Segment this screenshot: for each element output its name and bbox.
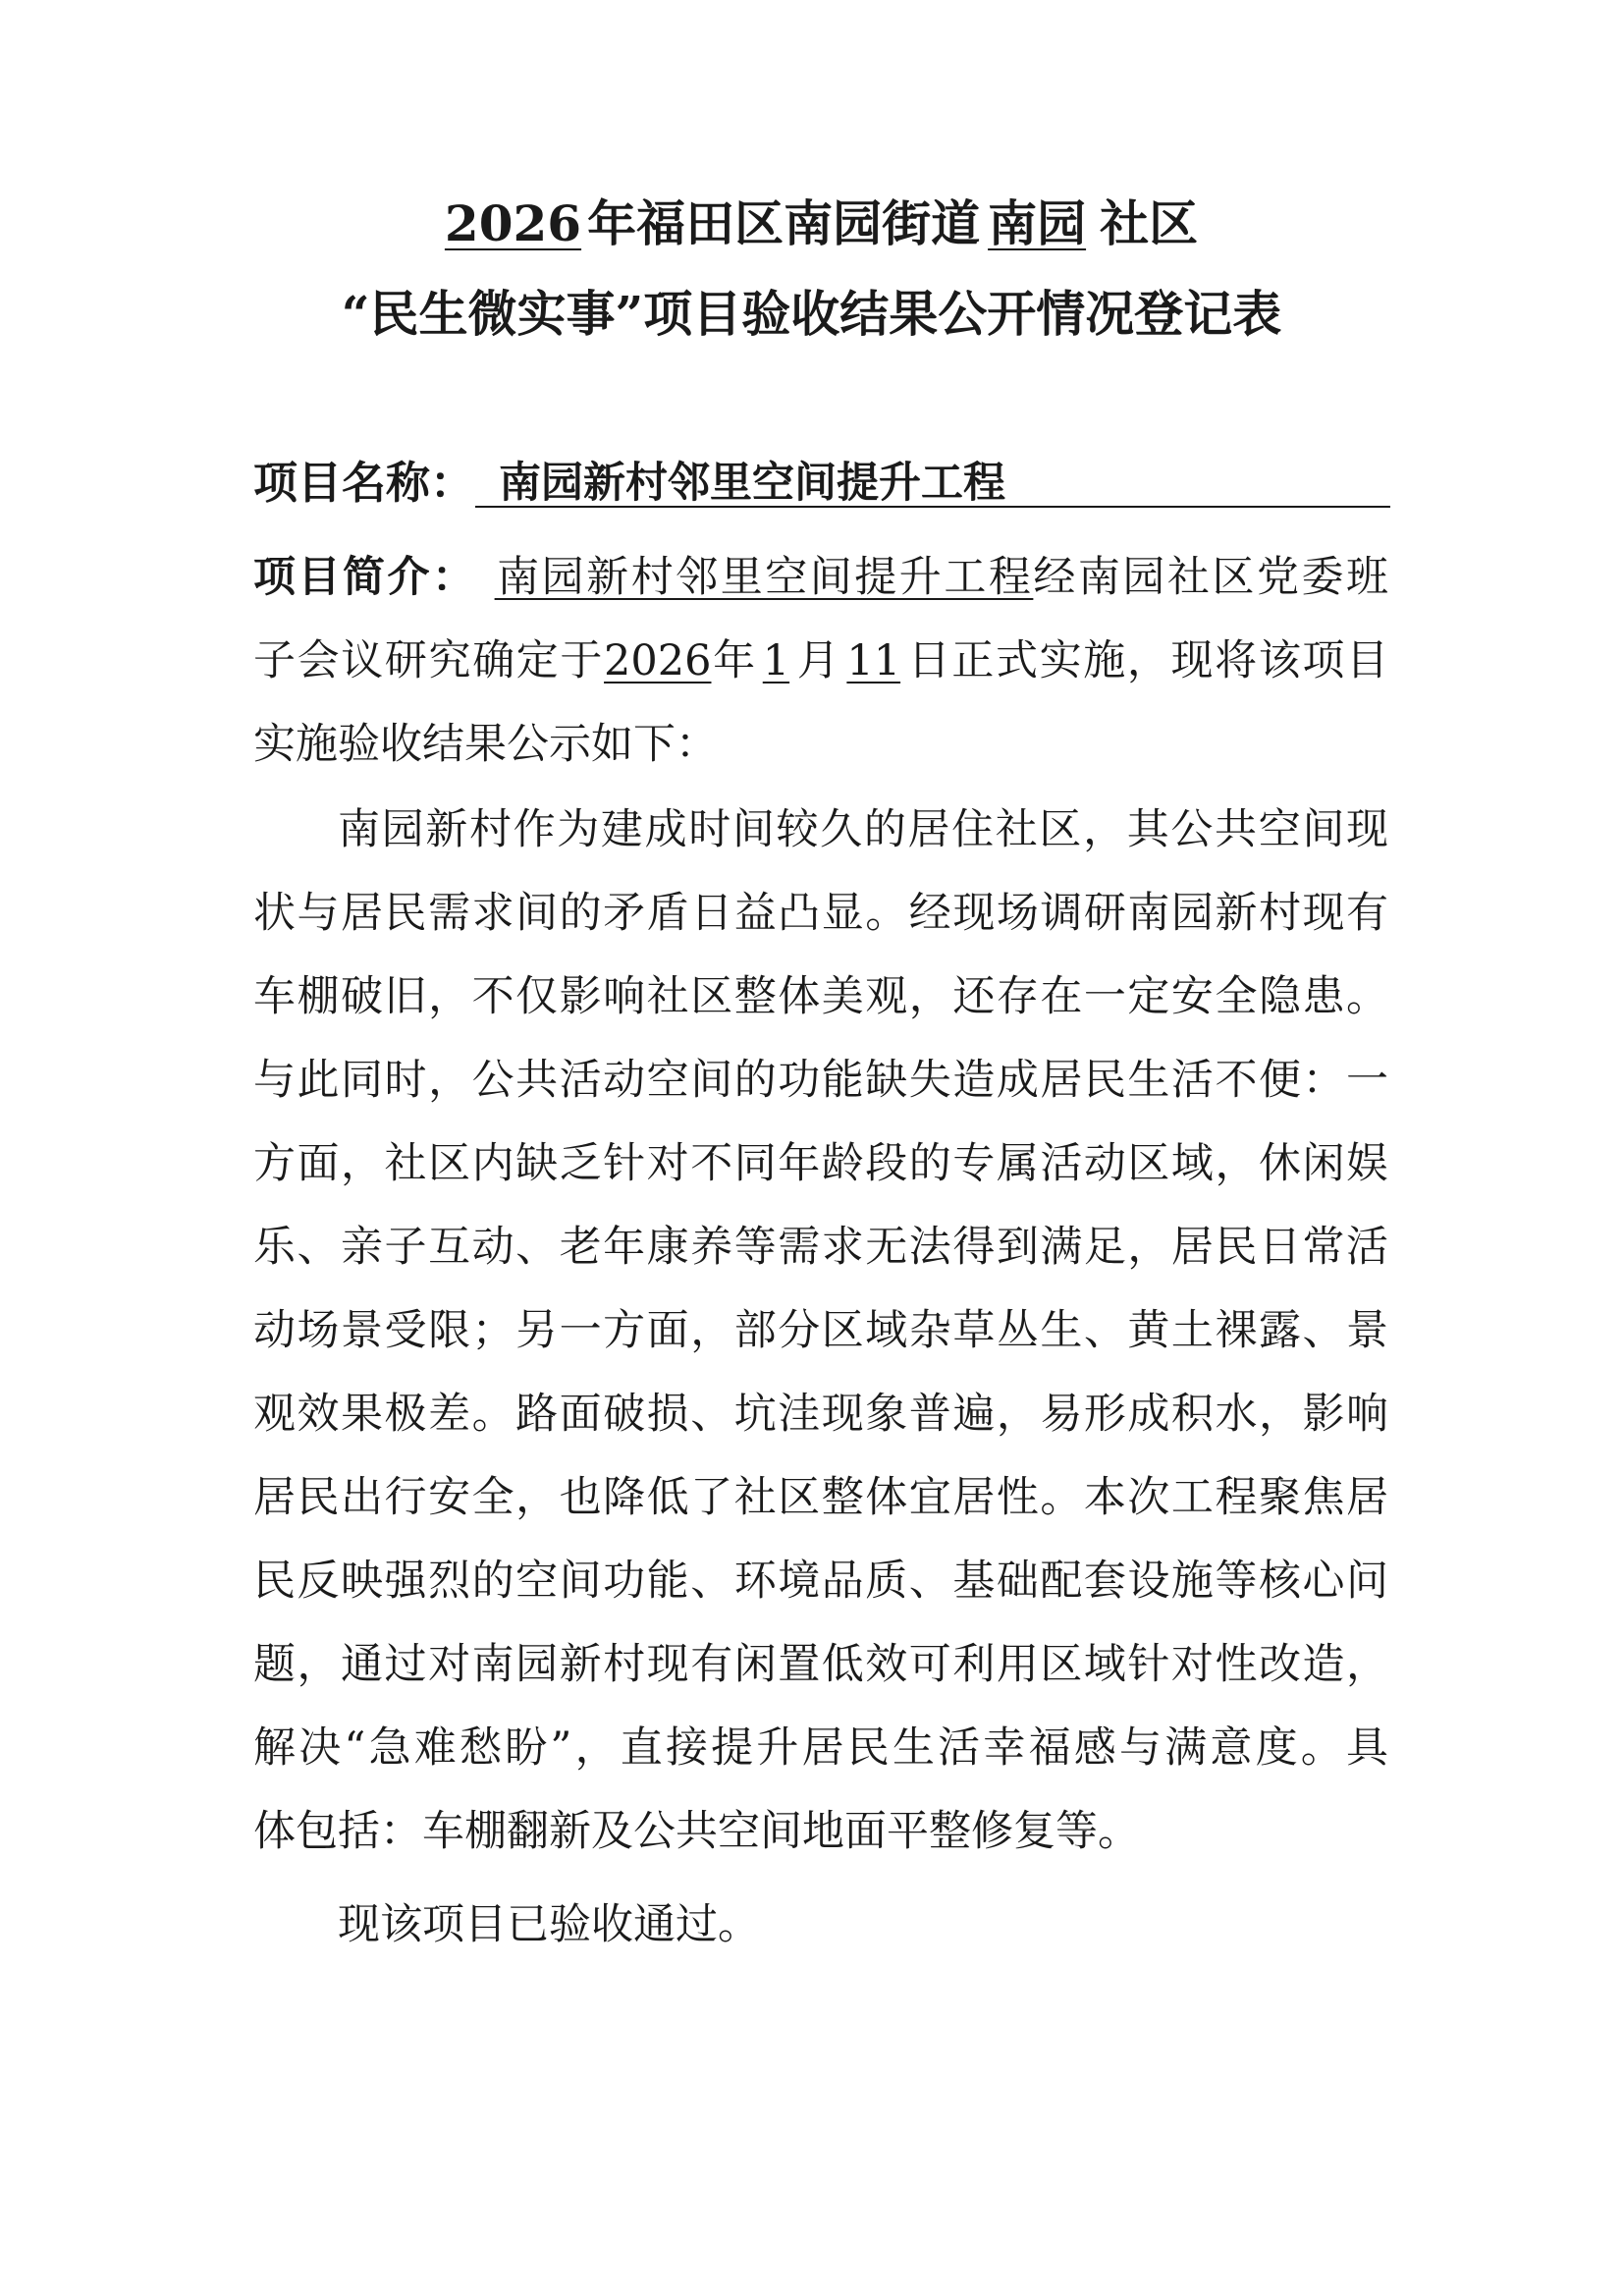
body-line: 状与居民需求间的矛盾日益凸显。经现场调研南园新村现有 [253, 889, 1388, 938]
project-intro-year-unit: 年 [711, 636, 757, 685]
conclusion-text: 现该项目已验收通过。 [338, 1900, 760, 1949]
project-intro-text-1: 经南园社区党委班 [1033, 553, 1389, 602]
project-intro-line-2 [253, 631, 1388, 690]
project-intro-name: 南园新村邻里空间提升工程 [494, 553, 1034, 602]
project-intro-month: 1 [762, 636, 790, 685]
body-line: 居民出行安全，也降低了社区整体宜居性。本次工程聚焦居 [253, 1473, 1388, 1522]
body-line: 题，通过对南园新村现有闲置低效可利用区域针对性改造， [253, 1640, 1388, 1689]
project-intro-label: 项目简介： [253, 553, 477, 602]
project-intro-line-3: 实施验收结果公示如下： [253, 720, 718, 769]
body-line: 乐、亲子互动、老年康养等需求无法得到满足，居民日常活 [253, 1223, 1388, 1272]
project-name-underline [475, 506, 1390, 508]
body-line: 方面，社区内缺乏针对不同年龄段的专属活动区域，休闲娱 [253, 1139, 1388, 1188]
title-line-2: “民生微实事”项目验收结果公开情况登记表 [341, 285, 1282, 343]
body-line: 体包括：车棚翻新及公共空间地面平整修复等。 [253, 1807, 1140, 1856]
body-line: 动场景受限；另一方面，部分区域杂草丛生、黄土裸露、景 [253, 1306, 1388, 1355]
project-intro-line2-b: 日正式实施，现将该项目 [906, 636, 1389, 685]
body-line: 与此同时，公共活动空间的功能缺失造成居民生活不便：一 [253, 1056, 1388, 1105]
title-line-1 [0, 192, 1623, 255]
title-community-suffix: 社区 [1100, 194, 1199, 252]
project-intro-line-1 [253, 548, 1388, 607]
project-intro-line2-a: 子会议研究确定于 [253, 636, 605, 685]
project-intro-month-unit: 月 [795, 636, 841, 685]
body-line: 车棚破旧，不仅影响社区整体美观，还存在一定安全隐患。 [253, 972, 1388, 1021]
title-district: 年福田区南园街道 [587, 194, 981, 252]
project-intro-day: 11 [846, 636, 901, 685]
project-name-label [253, 454, 474, 513]
project-name-label-text: 项目名称： [253, 457, 475, 509]
body-line: 民反映强烈的空间功能、环境品质、基础配套设施等核心问 [253, 1557, 1388, 1606]
project-intro-year: 2026 [604, 636, 712, 685]
body-line: 南园新村作为建成时间较久的居住社区，其公共空间现 [338, 805, 1388, 854]
title-year: 2026 [444, 194, 582, 252]
title-community: 南园 [988, 194, 1087, 252]
body-line: 观效果极差。路面破损、坑洼现象普遍，易形成积水，影响 [253, 1390, 1388, 1439]
body-line: 解决“急难愁盼”，直接提升居民生活幸福感与满意度。具 [253, 1723, 1388, 1773]
project-name-value: 南园新村邻里空间提升工程 [499, 459, 1005, 508]
